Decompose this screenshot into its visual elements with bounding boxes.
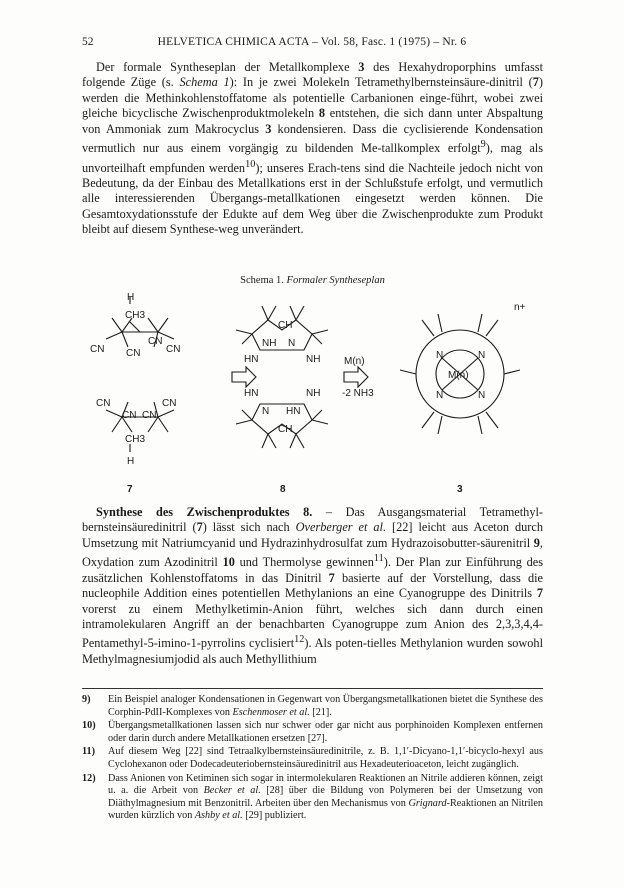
atom-cn: CN: [90, 344, 105, 355]
reagent-ammonia: -2 NH3: [342, 388, 374, 399]
compound-label-3: 3: [457, 484, 463, 495]
footnotes: [82, 688, 543, 824]
atom-n: N: [478, 390, 486, 401]
atom-ch: CH: [278, 424, 293, 435]
footnote: 9) Ein Beispiel analoger Kondensationen in Gegenwart von Übergangsmetallkationen bietet die Synthese des Corphin-PdII-Komplexes von Eschenmoser et al. [21].: [82, 694, 543, 718]
atom-n: N: [288, 338, 296, 349]
atom-cn: CN: [166, 344, 181, 355]
footnote: 12) Dass Anionen von Ketiminen sich sogar in intermolekularen Reaktionen an Nitrile addieren können, zeigt u. a. die Arbeit von Becker et al. [28] über die Bildung von Polymeren bei der Umsetzung von Diäthylmagnesium mit Benzonitril. Arbeiten über den Mechanismus von Grignard-Reaktionen an Nitrilen wurden kürzlich von Ashby et al. [29] publiziert.: [82, 772, 543, 822]
atom-hn: HN: [244, 388, 259, 399]
scheme-drawing: [82, 292, 543, 497]
atom-nh: NH: [306, 354, 321, 365]
complex-charge: n+: [514, 302, 526, 313]
running-head: HELVETICA CHIMICA ACTA – Vol. 58, Fasc. 1 (1975) – Nr. 6: [157, 36, 467, 48]
atom-nh: NH: [262, 338, 277, 349]
atom-h: H: [127, 456, 135, 467]
atom-n: N: [478, 350, 486, 361]
intro-paragraph: Der formale Syntheseplan der Metallkomplexe 3 des Hexahydroporphins umfasst folgende Züge (s. Schema 1): In je zwei Molekeln Tetramethylbernsteinsäure-dinitril (7) werden die Methinkohlenstoffatome als potentielle Carbanionen einge-führt, wobei zwei gleiche bicyclische Zwischenproduktmolekeln 8 entstehen, die sich dann unter Abspaltung von Ammoniak zum Makrocyclus 3 kondensieren. Dass die cyclisierende Kondensation vermutlich nur aus einem vorgängig zu bildenden Me-tallkomplex erfolgt$^9$), mag als unvorteilhaft empfunden werden$^{10}$); unseres Erach-tens sind die Nachteile jedoch nicht von Bedeutung, da der Einbau des Metallkations erst in der Schlußstufe erfolgt, und vermutlich alle interessierenden Übergangs-metallkationen eingesetzt werden können. Die Gesamtoxydationsstufe der Edukte auf dem Weg über die Zwischenprodukte zum Produkt bleibt auf diesem Synthese-weg unverändert.: [82, 60, 544, 237]
atom-n: N: [436, 390, 444, 401]
synthesis-paragraph: Synthese des Zwischenproduktes 8. – Das Ausgangsmaterial Tetramethyl-bernsteinsäuredinitril (7) lässt sich nach Overberger et al. [22] leicht aus Aceton durch Umsetzung mit Natriumcyanid und Hydrazinhydrosulfat zum Hydrazoisobutter-säurenitril 9, Oxydation zum Azodinitril 10 und Thermolyse gewinnen$^{11}$). Der Plan zur Einführung des zusätzlichen Kohlenstoffatoms in das Dinitril 7 basierte auf der Vorstellung, dass die nucleophile Addition eines potentiellen Methylanions an eine Cyanogruppe des Dinitrils 7 vorerst zu einem Methylketimin-Anion führt, welches sich dann durch einen intramolekularen Angriff an der benachbarten Cyanogruppe zum Anion des 2,3,3,4,4-Pentamethyl-5-imino-1-pyrrolins cyclisiert$^{12}$). Als poten-tielles Methylanion wurden sowohl Methylmagnesiumjodid als auch Methyllithium: [82, 505, 544, 666]
atom-cn: CN: [126, 348, 141, 359]
atom-ch3: CH3: [125, 310, 146, 321]
atom-n: N: [262, 406, 270, 417]
page-header: [82, 36, 542, 52]
atom-h: H: [127, 292, 135, 303]
atom-ch: CH: [278, 320, 293, 331]
atom-cn: CN: [148, 336, 163, 347]
reagent-metal: M(n): [344, 356, 365, 367]
footnote: 11) Auf diesem Weg [22] sind Tetraalkylbernsteinsäuredinitrile, z. B. 1,1′-Dicyano-1,1′-bicyclo-hexyl aus Cyclohexanon oder Dodecadeuteriobernsteinsäuredinitril aus Hexadeuterioaceton, leicht zugänglich.: [82, 746, 543, 770]
atom-metal: M(n): [448, 370, 469, 381]
atom-cn: CN: [142, 410, 157, 421]
atom-hn: HN: [286, 406, 301, 417]
atom-ch3: CH3: [125, 434, 146, 445]
atom-cn: CN: [96, 398, 111, 409]
atom-nh: NH: [306, 388, 321, 399]
atom-cn: CN: [162, 398, 177, 409]
section-heading: Synthese des Zwischenproduktes 8.: [96, 505, 313, 519]
footnote: 10) Übergangsmetallkationen lassen sich nur schwer oder gar nicht aus porphinoiden Komplexen entfernen oder darin durch andere Metallkationen ersetzen [27].: [82, 720, 543, 744]
atom-hn: HN: [244, 354, 259, 365]
compound-label-7: 7: [127, 484, 133, 495]
page-number: 52: [82, 36, 94, 48]
compound-label-8: 8: [280, 484, 286, 495]
schema-caption: Schema 1. Formaler Syntheseplan: [240, 275, 385, 286]
reaction-scheme: [82, 292, 543, 497]
atom-n: N: [436, 350, 444, 361]
atom-cn: CN: [122, 410, 137, 421]
